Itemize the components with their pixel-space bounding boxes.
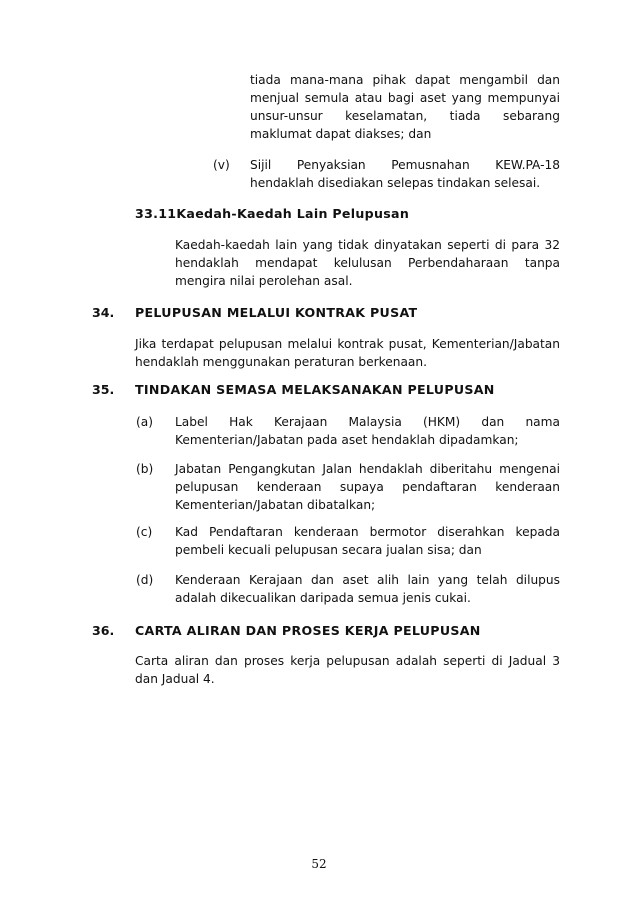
- section-text-36: Carta aliran dan proses kerja pelupusan adalah seperti di Jadual 3 dan Jadual 4.: [135, 654, 560, 686]
- section-number-36: 36.: [92, 623, 115, 638]
- list-item-text-b: Jabatan Pengangkutan Jalan hendaklah diberitahu mengenai pelupusan kenderaan supaya pendaftaran kenderaan Kementerian/Jabatan dibatalkan;: [175, 462, 560, 512]
- item-label-v: (v): [213, 158, 230, 172]
- list-item-text-d: Kenderaan Kerajaan dan aset alih lain yang telah dilupus adalah dikecualikan daripada semua jenis cukai.: [175, 573, 560, 605]
- section-title-35: TINDAKAN SEMASA MELAKSANAKAN PELUPUSAN: [135, 382, 495, 397]
- section-text-34: Jika terdapat pelupusan melalui kontrak pusat, Kementerian/Jabatan hendaklah menggunakan peraturan berkenaan.: [135, 337, 560, 369]
- continuation-paragraph: tiada mana-mana pihak dapat mengambil dan menjual semula atau bagi aset yang mempunyai unsur-unsur keselamatan, tiada sebarang maklumat dapat diakses; dan: [250, 73, 560, 141]
- section-title-36: CARTA ALIRAN DAN PROSES KERJA PELUPUSAN: [135, 623, 481, 638]
- subsection-text-33-11: Kaedah-kaedah lain yang tidak dinyatakan seperti di para 32 hendaklah mendapat kelulusan Perbendaharaan tanpa mengira nilai perolehan asal.: [175, 238, 560, 288]
- list-item-label-b: (b): [136, 462, 154, 476]
- list-item-text-c: Kad Pendaftaran kenderaan bermotor diserahkan kepada pembeli kecuali pelupusan secara jualan sisa; dan: [175, 525, 560, 557]
- list-item-text-a: Label Hak Kerajaan Malaysia (HKM) dan nama Kementerian/Jabatan pada aset hendaklah dipadamkan;: [175, 415, 560, 447]
- section-title-34: PELUPUSAN MELALUI KONTRAK PUSAT: [135, 305, 418, 320]
- section-number-34: 34.: [92, 305, 115, 320]
- page-number: 52: [311, 857, 327, 871]
- subsection-heading-33-11: 33.11Kaedah-Kaedah Lain Pelupusan: [135, 206, 410, 221]
- list-item-label-c: (c): [136, 525, 153, 539]
- item-text-v: Sijil Penyaksian Pemusnahan KEW.PA-18 hendaklah disediakan selepas tindakan selesai.: [250, 158, 560, 190]
- list-item-label-a: (a): [136, 415, 153, 429]
- list-item-label-d: (d): [136, 573, 154, 587]
- section-number-35: 35.: [92, 382, 115, 397]
